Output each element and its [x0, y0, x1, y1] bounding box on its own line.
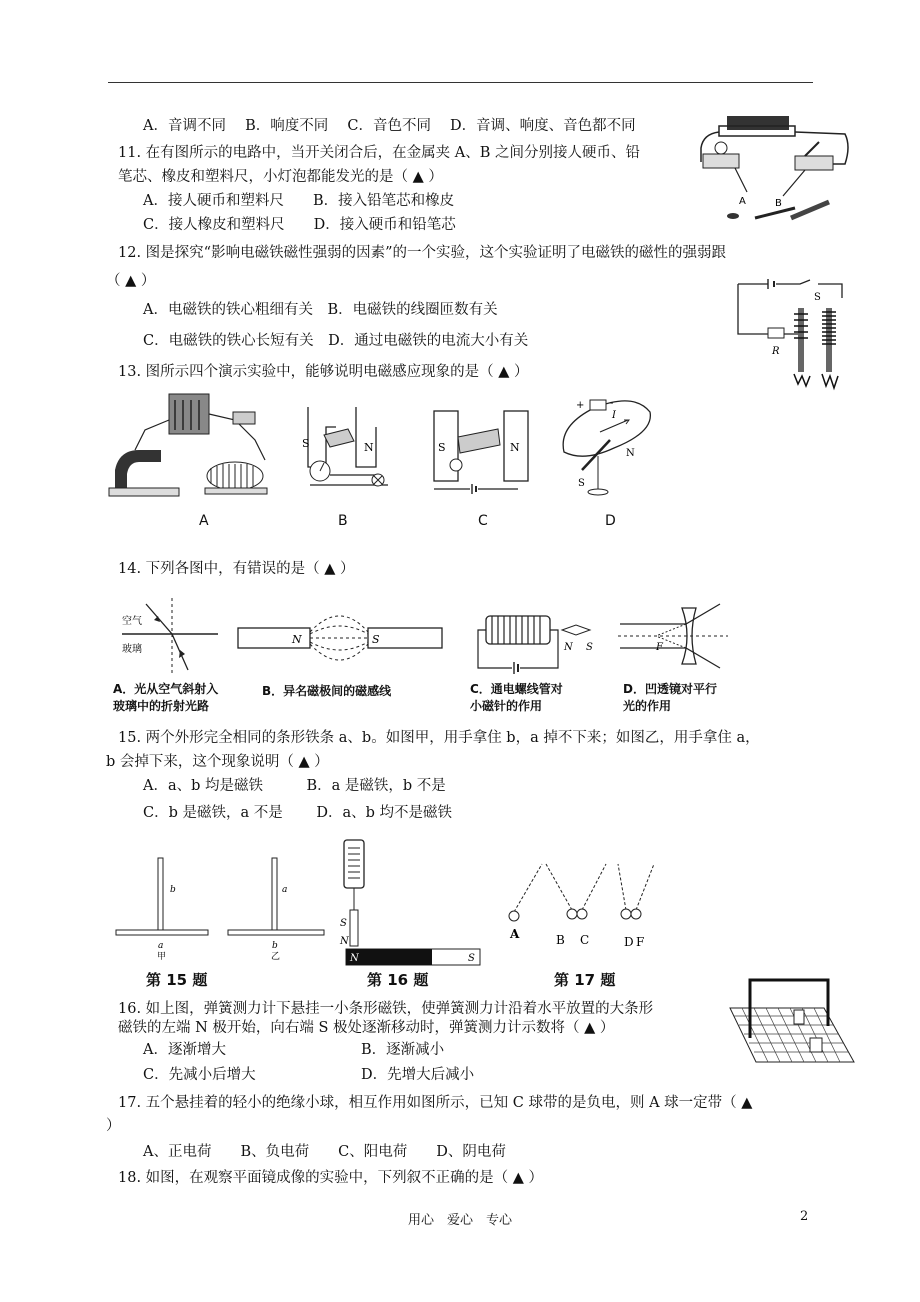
b14-pole-n: N	[292, 633, 302, 646]
q13-label-b: B	[338, 513, 348, 529]
bar-a-horizontal	[116, 930, 208, 935]
bulb-icon	[715, 142, 727, 154]
ball-c	[577, 909, 587, 919]
q14-caption-b: B．异名磁极间的磁感线	[262, 684, 392, 698]
q18-mirror-figure	[728, 976, 856, 1068]
yi-label-b: b	[272, 941, 278, 951]
clip-b-label: B	[775, 198, 782, 209]
q14-caption-a1: A．光从空气斜射入	[113, 682, 219, 696]
candle	[810, 1038, 822, 1052]
compass-needle-c	[562, 625, 590, 635]
d-plus: +	[576, 400, 585, 411]
q16-option-c: C．先减小后增大	[143, 1067, 256, 1083]
q14-figure-d	[616, 600, 732, 676]
q14-caption-c1: C．通电螺线管对	[470, 682, 563, 696]
q13-figure-a	[105, 390, 275, 498]
c14-pole-s: S	[586, 642, 593, 653]
ball-a-label: A	[510, 927, 520, 941]
ball-a	[509, 911, 519, 921]
switch-s-label: S	[814, 292, 821, 303]
q11-circuit-figure	[695, 112, 855, 224]
spring-scale	[344, 840, 364, 888]
ball-d-label: D	[624, 935, 634, 949]
q11-stem-1: 11. 在有图所示的电路中，当开关闭合后，在金属夹 A、B 之间分别接人硬币、铅	[118, 145, 641, 161]
q11-options-2: C．接人橡皮和塑料尺 D．接入硬币和铅笔芯	[143, 217, 456, 233]
q17-stem-2: ）	[106, 1118, 121, 1134]
q16-stem-1: 16. 如上图，弹簧测力计下悬挂一小条形磁铁，使弹簧测力计沿着水平放置的大条形	[118, 1001, 654, 1017]
yi-label-a: a	[282, 885, 288, 895]
q15-stem-1: 15. 两个外形完全相同的条形铁条 a、b。如图甲，用手拿住 b，a 掉不下来；如图乙，用手拿住 a，	[118, 730, 760, 746]
c-pole-n: N	[510, 441, 520, 454]
q13-label-a: A	[199, 513, 209, 529]
c14-pole-n: N	[564, 642, 573, 653]
bar-a-vertical	[272, 858, 277, 930]
q16-figure	[336, 836, 486, 968]
jia-label: 甲	[157, 952, 167, 962]
d-current-i: I	[612, 410, 616, 421]
b-pole-n: N	[364, 441, 374, 454]
ball-d	[621, 909, 631, 919]
q17-figure	[502, 860, 664, 950]
jia-label-a: a	[158, 941, 164, 951]
q13-figure-c	[428, 403, 534, 499]
q10-options: A．音调不同 B．响度不同 C．音色不同 D．音调、响度、音色都不同	[143, 118, 636, 134]
q14-caption-d1: D．凹透镜对平行	[623, 682, 717, 696]
q16-option-a: A．逐渐增大	[143, 1042, 226, 1058]
q14-stem: 14. 下列各图中，有错误的是（ ▲ ）	[118, 561, 355, 577]
q15-figures	[112, 856, 332, 962]
b-pole-s: S	[302, 437, 310, 450]
q13-label-c: C	[478, 513, 488, 529]
clip-a-label: A	[739, 196, 746, 207]
coil-loop	[324, 429, 354, 447]
small-magnet	[350, 910, 358, 946]
q14-figure-a	[118, 596, 228, 676]
q17-options: A、正电荷 B、负电荷 C、阳电荷 D、阴电荷	[143, 1144, 506, 1160]
ball-f-label: F	[636, 935, 645, 949]
ball-f	[631, 909, 641, 919]
c-pole-s: S	[438, 441, 446, 454]
q13-label-d: D	[605, 513, 616, 529]
q16-stem-2: 磁铁的左端 N 极开始，向右端 S 极处逐渐移动时，弹簧测力计示数将（ ▲ ）	[118, 1020, 615, 1036]
yi-label: 乙	[271, 952, 281, 962]
nail-left	[798, 308, 804, 372]
q16-option-b: B．逐渐减小	[361, 1042, 445, 1058]
header-rule	[108, 82, 813, 83]
small-magnet-n: N	[340, 936, 349, 947]
q12-options-1: A．电磁铁的铁心粗细有关 B．电磁铁的线圈匝数有关	[143, 302, 498, 318]
b14-pole-s: S	[372, 633, 380, 646]
glass-label: 玻璃	[122, 644, 142, 655]
page-number: 2	[800, 1209, 809, 1224]
q15-stem-2: b 会掉下来，这个现象说明（ ▲ ）	[106, 754, 329, 770]
q12-stem-2: （ ▲ ）	[106, 273, 156, 289]
d-needle-s: S	[578, 478, 585, 489]
q12-electromagnet-figure	[728, 278, 858, 398]
resistor	[768, 328, 784, 338]
jia-label-b: b	[170, 885, 176, 895]
q14-caption-d2: 光的作用	[623, 699, 672, 713]
coin-icon	[727, 213, 739, 219]
page-footer: 用心 爱心 专心	[407, 1213, 512, 1228]
q14-caption-a2: 玻璃中的折射光路	[113, 699, 210, 713]
q15-options-1: A．a、b 均是磁铁 B．a 是磁铁，b 不是	[143, 778, 446, 794]
bar-b-vertical	[158, 858, 163, 930]
small-magnet-s: S	[340, 918, 347, 929]
q13-figure-b	[296, 405, 398, 497]
large-magnet-n: N	[350, 953, 359, 964]
q14-figure-c	[466, 608, 606, 676]
battery-box	[727, 116, 789, 130]
caption-q17: 第 17 题	[554, 971, 616, 989]
q13-stem: 13. 图所示四个演示实验中，能够说明电磁感应现象的是（ ▲ ）	[118, 364, 529, 380]
candle-image	[794, 1010, 804, 1024]
compass-needle	[582, 440, 610, 470]
ball-b-label: B	[556, 933, 565, 947]
q14-figure-b	[236, 604, 448, 670]
focus-f: F	[656, 642, 663, 653]
q18-stem: 18. 如图，在观察平面镜成像的实验中，下列叙不正确的是（ ▲ ）	[118, 1170, 544, 1186]
q17-stem-1: 17. 五个悬挂着的轻小的绝缘小球，相互作用如图所示，已知 C 球带的是负电，则 A 球一定带（ ▲	[118, 1095, 753, 1111]
ball-c-label: C	[580, 933, 590, 947]
d-needle-n: N	[626, 448, 635, 459]
d-minus: -	[610, 398, 614, 409]
caption-q15: 第 15 题	[146, 971, 208, 989]
q16-option-d: D．先增大后减小	[361, 1067, 475, 1083]
q15-options-2: C．b 是磁铁，a 不是 D．a、b 均不是磁铁	[143, 805, 453, 821]
q12-stem-1: 12. 图是探究“影响电磁铁磁性强弱的因素”的一个实验，这个实验证明了电磁铁的磁性的强弱跟	[118, 245, 726, 261]
q11-options-1: A．接人硬币和塑料尺 B．接入铅笔芯和橡皮	[143, 193, 455, 209]
q11-stem-2: 笔芯、橡皮和塑料尺，小灯泡都能发光的是（ ▲ ）	[118, 169, 443, 185]
q14-caption-c2: 小磁针的作用	[470, 699, 543, 713]
caption-q16: 第 16 题	[367, 971, 429, 989]
resistor-r-label: R	[772, 346, 780, 357]
large-magnet-s: S	[468, 953, 475, 964]
battery-cell	[590, 400, 606, 410]
q13-figure-d	[554, 392, 660, 500]
horseshoe-magnet	[115, 450, 161, 490]
bar-b-horizontal	[228, 930, 324, 935]
air-label: 空气	[122, 616, 142, 627]
switch	[795, 156, 833, 170]
q12-options-2: C．电磁铁的铁心长短有关 D．通过电磁铁的电流大小有关	[143, 333, 529, 349]
ball-b	[567, 909, 577, 919]
